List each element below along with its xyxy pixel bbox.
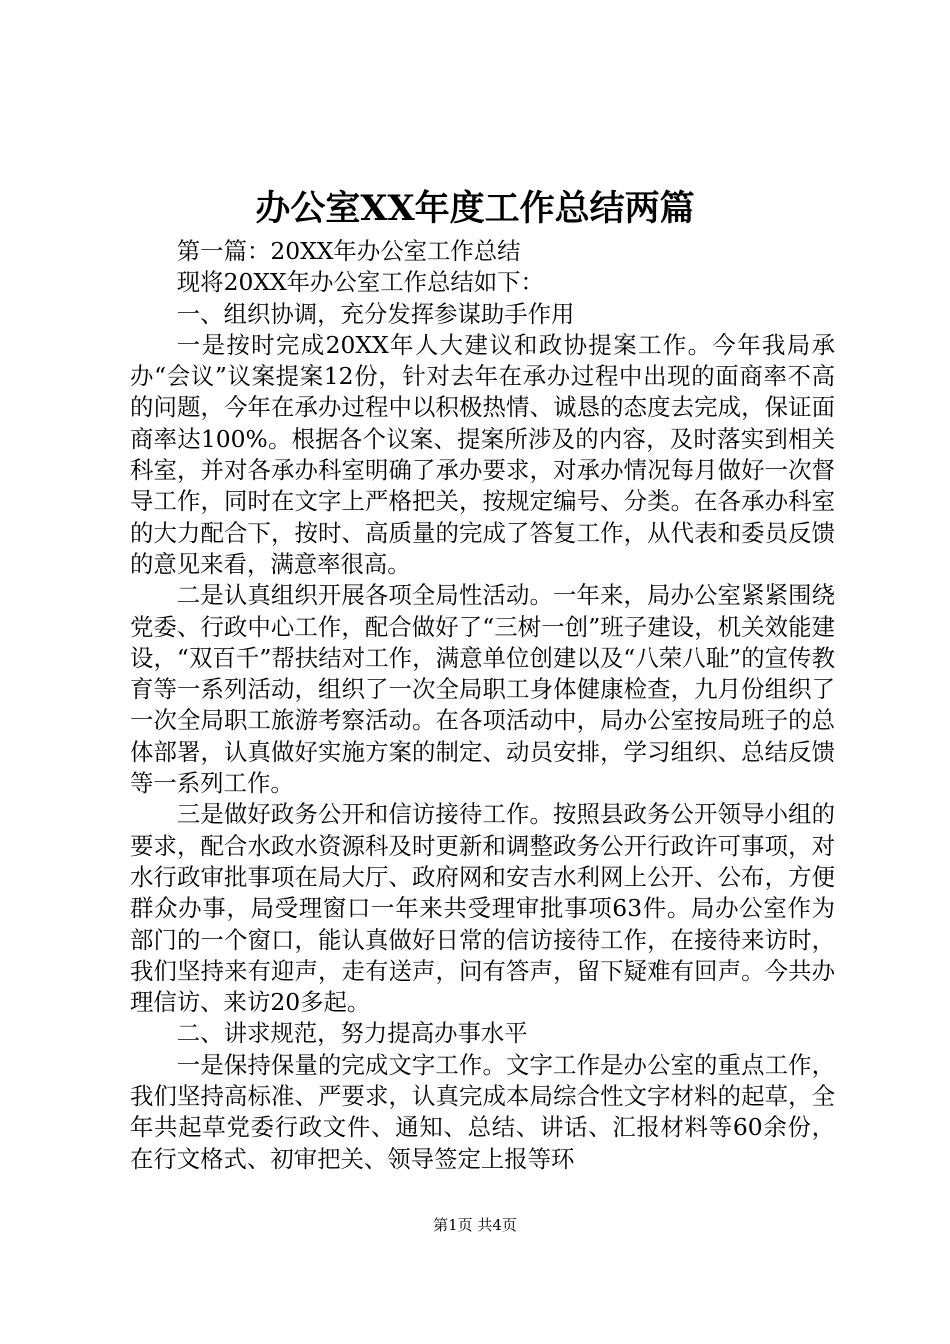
paragraph: 二是认真组织开展各项全局性活动。一年来，局办公室紧紧围绕党委、行政中心工作，配合做好了“三树一创”班子建设，机关效能建设，“双百千”帮扶结对工作，满意单位创建以及“八荣八耻”的宣传教育等一系列活动，组织了一次全局职工身体健康检查，九月份组织了一次全局职工旅游考察活动。在各项活动中，局办公室按局班子的总体部署，认真做好实施方案的制定、动员安排，学习组织、总结反馈等一系列工作。 [130, 581, 835, 798]
paragraph: 一是保持保量的完成文字工作。文字工作是办公室的重点工作，我们坚持高标准、严要求，认真完成本局综合性文字材料的起草，全年共起草党委行政文件、通知、总结、讲话、汇报材料等60余份，在行文格式、初审把关、领导签定上报等环 [130, 1050, 835, 1173]
paragraph: 一是按时完成20XX年人大建议和政协提案工作。今年我局承办“会议”议案提案12份，针对去年在承办过程中出现的面商率不高的问题，今年在承办过程中以积极热情、诚恳的态度去完成，保证面商率达100%。根据各个议案、提案所涉及的内容，及时落实到相关科室，并对各承办科室明确了承办要求，对承办情况每月做好一次督导工作，同时在文字上严格把关，按规定编号、分类。在各承办科室的大力配合下，按时、高质量的完成了答复工作，从代表和委员反馈的意见来看，满意率很高。 [130, 330, 835, 578]
page-number-footer: 第1页 共4页 [433, 1216, 517, 1234]
document-title: 办公室XX年度工作总结两篇 [255, 188, 695, 229]
paragraph: 现将20XX年办公室工作总结如下： [176, 268, 544, 297]
paragraph: 第一篇：20XX年办公室工作总结 [176, 237, 521, 265]
document-body [130, 236, 835, 1175]
section-heading: 一、组织协调，充分发挥参谋助手作用 [176, 299, 575, 328]
paragraph: 三是做好政务公开和信访接待工作。按照县政务公开领导小组的要求，配合水政水资源科及时更新和调整政务公开行政许可事项，对水行政审批事项在局大厅、政府网和安吉水利网上公开、公布，方便群众办事，局受理窗口一年来共受理审批事项63件。局办公室作为部门的一个窗口，能认真做好日常的信访接待工作，在接待来访时，我们坚持来有迎声，走有送声，问有答声，留下疑难有回声。今共办理信访、来访20多起。 [130, 800, 835, 1017]
section-heading: 二、讲求规范，努力提高办事水平 [176, 1019, 528, 1048]
